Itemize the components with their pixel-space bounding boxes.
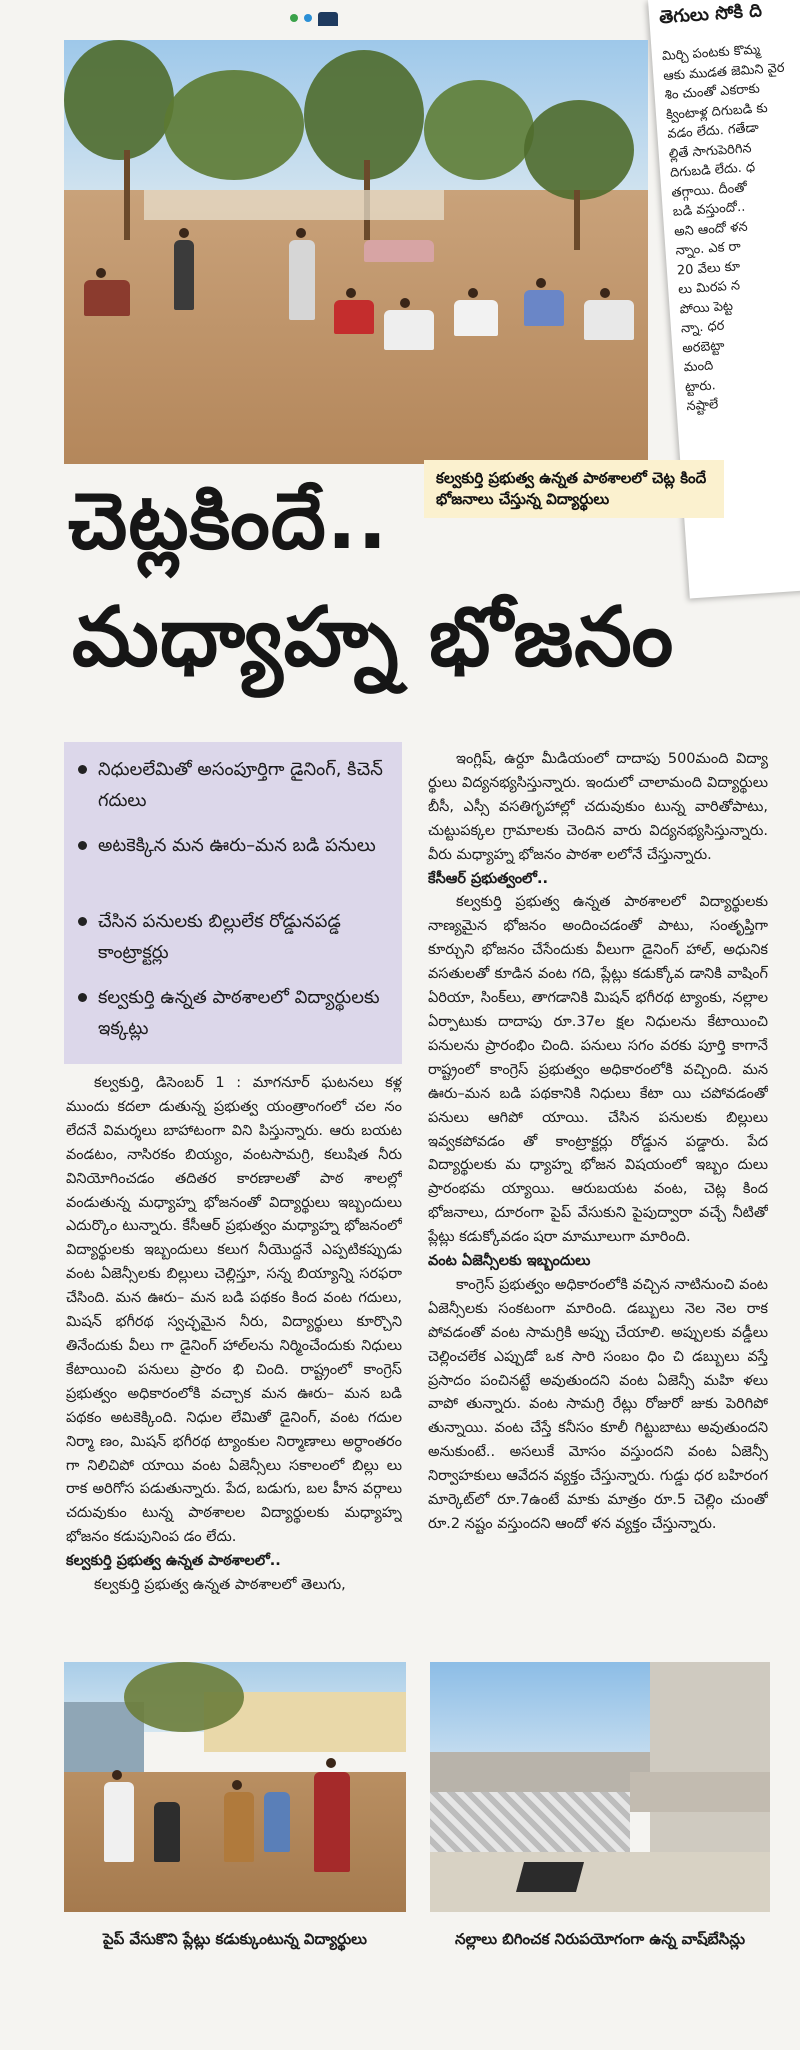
article-subheading: కేసీఆర్ ప్రభుత్వంలో.. [428, 870, 548, 887]
headline-line-1: చెట్లకిందే.. [68, 477, 389, 567]
top-photo-caption: కల్వకుర్తి ప్రభుత్వ ఉన్నత పాఠశాలలో చెట్ల కిందే భోజనాలు చేస్తున్న విద్యార్థులు [424, 460, 724, 518]
side-article-line: పోయి పెట్ట [679, 298, 734, 318]
side-article-line: మంది [683, 358, 714, 376]
highlight-item: అటకెక్కిన మన ఊరు–మన బడి పనులు [78, 830, 396, 861]
article-subheading: వంట ఏజెన్సీలకు ఇబ్బందులు [428, 1253, 591, 1270]
side-article-line: 20 వేలు కూ [676, 258, 741, 279]
article-subheading: కల్వకుర్తి ప్రభుత్వ ఉన్నత పాఠశాలలో.. [66, 1553, 281, 1570]
newspaper-logo-icon [318, 12, 338, 26]
side-article-line: న్నాం. ఎక రా [675, 239, 742, 259]
photo-students-eating-under-trees [64, 40, 648, 464]
bullet-dot-icon [78, 841, 87, 850]
article-paragraph: కల్వకుర్తి, డిసెంబర్ 1 : మాగనూర్ ఘటనలు కళ్ల ముందు కదలా డుతున్న ప్రభుత్వ యంత్రాంగంలో చల నం లేదనే విమర్శలు బాహాటంగా విని పిస్తున్నారు. ఆరు బయట వండటం, నాసిరకం బియ్యం, వంటసామగ్రి, కలుషిత నీరు వినియోగించడం తదితర కారణాలతో పాఠ శాలల్లో వండుతున్న మధ్యాహ్న భోజనంతో విద్యార్థులు ఇబ్బందులు ఎదుర్కొం టున్నారు. కేసీఆర్ ప్రభుత్వం మధ్యాహ్న భోజనంలో విద్యార్థులకు ఇబ్బందులు కలుగ నీయొద్దనే ఎప్పటికప్పుడు వంట ఏజెన్సీలకు బిల్లులు చెల్లిస్తూ, సన్న బియ్యాన్ని సరఫరా చేసింది. మన ఊరు– మన బడి పథకం కింద వంట గదులు, మిషన్ భగీరథ స్వచ్ఛమైన నీరు, విద్యార్థులు కూర్చొని తినేందుకు వీలు గా డైనింగ్ హాల్‌లను నిర్మించేందుకు నిధులు కేటాయించి పనులు ప్రారం భి చింది. రాష్ట్రంలో కాంగ్రెస్ ప్రభుత్వం అధికారంలోకి వచ్చాక మన ఊరు– మన బడి పథకం అటకెక్కింది. నిధుల లేమితో డైనింగ్, వంట గదుల నిర్మా ణం, మిషన్ భగీరథ ట్యాంకుల నిర్మాణాలు అర్ధాంతరం గా నిలిచిపో యాయి వంట ఏజెన్సీలు సకాలంలో బిల్లు లు రాక అరిగోస పడుతున్నారు. పేద, బడుగు, బల హీన వర్గాలు చదువుకుం టున్న పాఠశాలల విద్యార్థులకు మధ్యాహ్న భోజనం కడుపునింప డం లేదు. [66, 1075, 402, 1546]
side-article-line: శిం చుంతో ఎకరాకు [664, 81, 761, 104]
side-article-line: ఆకు ముడత జెమిని వైర [662, 60, 785, 84]
article-paragraph: ఇంగ్లిష్, ఉర్దూ మీడియంలో దాదాపు 500మంది విద్యా ర్థులు విద్యనభ్యసిస్తున్నారు. ఇందులో చాలామంది విద్యార్థులు బీసీ, ఎస్సీ వసతిగృహాల్లో చదువుకుం టున్న వారితోపాటు, చుట్టుపక్కల గ్రామాలకు చెందిన వారు విద్యనభ్యసిస్తున్నారు. వీరు మధ్యాహ్న భోజనం పాఠశా లలోనే చేస్తున్నారు. [428, 751, 768, 863]
article-column-2 [428, 748, 768, 1624]
side-article-line: బడి వస్తుందో.. [672, 199, 746, 220]
article-paragraph: కల్వకుర్తి ప్రభుత్వ ఉన్నత పాఠశాలలో విద్యార్థులకు నాణ్యమైన భోజనం అందించడంతో పాటు, సంతృప్తిగా కూర్చుని భోజనం చేసేందుకు వీలుగా డైనింగ్ హాల్, అధునిక వసతులతో కూడిన వంట గది, ప్లేట్లు కడుక్కోవ డానికి వాషింగ్ ఏరియా, సింక్‌లు, తాగడానికి మిషన్ భగీరథ ట్యాంకు, నల్లాల ఏర్పాటుకు దాదాపు రూ.37ల క్షల నిధులను కేటాయించి పనులను ప్రారంభిం చింది. పనులు సగం వరకు పూర్తి కాగానే రాష్ట్రంలో కాంగ్రెస్ ప్రభుత్వం అధికారంలోకి వచ్చింది. మన ఊరు–మన బడి పథకానికి నిధులు కేటా యి చపోవడంతో పనులు ఆగిపో యాయి. చేసిన పనులకు బిల్లులు ఇవ్వకపోవడం తో కాంట్రాక్టర్లు రోడ్డున పడ్డారు. పేద విద్యార్థులకు మ ధ్యాహ్న భోజన విషయంలో ఇబ్బం దులు ప్రారంభమ య్యాయి. ఆరుబయట వంట, చెట్ల కింద భోజనాలు, దూరంగా పైప్ వేసుకుని పైపుద్వారా వచ్చే నీటితో ప్లేట్లు కడుక్కోవడం షరా మామూలుగా మారింది. [428, 894, 768, 1246]
side-article-line: మిర్చి పంటకు కొమ్మ [661, 42, 761, 65]
bottom-left-photo-caption: పైప్ వేసుకొని ప్లేట్లు కడుక్కుంటున్న విద్యార్థులు [103, 1930, 367, 1948]
photo-students-washing-plates [64, 1662, 406, 1912]
side-article-line: దిగుబడి లేదు. ధ [669, 159, 756, 181]
side-article-line: అరబెట్టా [681, 338, 725, 356]
headline-line-2: మధ్యాహ్న భోజనం [72, 590, 675, 685]
bullet-dot-icon [78, 917, 87, 926]
side-article-line: ట్టారు. [684, 377, 717, 395]
decor-dot [290, 14, 298, 22]
side-article-title: తెగులు సోకి ది [658, 0, 763, 29]
highlight-item: కల్వకుర్తి ఉన్నత పాఠశాలలో విద్యార్థులకు ఇక్కట్లు [78, 982, 396, 1044]
side-article-line: తగ్గాయి. దీంతో [670, 180, 748, 201]
highlights-box [64, 742, 402, 1064]
side-article-line: నష్టాలే [685, 397, 719, 415]
highlight-item: నిధులలేమితో అసంపూర్తిగా డైనింగ్, కిచెన్ గదులు [78, 754, 396, 816]
side-article-line: వడం లేదు. గతేడా [666, 120, 760, 142]
side-article-line: ల్లితే సాగుపెరిగిన [668, 140, 753, 162]
side-article-line: లు మిరప న [677, 278, 741, 298]
side-article-text [661, 37, 800, 417]
article-paragraph: కల్వకుర్తి ప్రభుత్వ ఉన్నత పాఠశాలలో తెలుగు, [94, 1577, 346, 1594]
article-column-1 [66, 1072, 402, 1650]
side-article-line: అని ఆందో ళన [673, 219, 749, 240]
side-article-line: న్నా. ధర [680, 318, 725, 337]
highlight-item: చేసిన పనులకు బిల్లులేక రోడ్డునపడ్డ కాంట్రాక్టర్లు [78, 906, 396, 968]
decor-dot [304, 14, 312, 22]
photo-unused-washbasins [430, 1662, 770, 1912]
article-paragraph: కాంగ్రెస్ ప్రభుత్వం అధికారంలోకి వచ్చిన నాటినుంచి వంట ఏజెన్సీలకు సంకటంగా మారింది. డబ్బులు నెల నెల రాక పోవడంతో వంట సామగ్రికి అప్పు చేయాలి. అప్పులకు వడ్డీలు చెల్లించలేక ఎప్పుడో ఒక సారి సంబం ధిం చి డబ్బులు వస్తే ప్రసాదం పంచినట్టే అవుతుందని వంట ఏజెన్సీ మహి ళలు వాపో తున్నారు. వంట సామగ్రి రేట్లు రోజురో జుకు పెరిగిపో తున్నాయి. వంట చేస్తే కనీసం కూలీ గిట్టుబాటు అవుతుందని అనుకుంటే.. అసలుకే మోసం వస్తుందని వంట ఏజెన్సీ నిర్వాహకులు ఆవేదన వ్యక్తం చేస్తున్నారు. గుడ్డు ధర బహిరంగ మార్కెట్‌లో రూ.7ఉంటే మాకు మాత్రం రూ.5 చెల్లిం చుంతో రూ.2 నష్టం వస్తుందని ఆందో ళన వ్యక్తం చేస్తున్నారు. [428, 1276, 768, 1532]
bullet-dot-icon [78, 993, 87, 1002]
side-article-line: క్వింటాళ్ల దిగుబడి కు [665, 100, 769, 123]
bottom-right-photo-caption: నల్లాలు బిగించక నిరుపయోగంగా ఉన్న వాష్‌బేసిన్లు [454, 1930, 746, 1948]
bullet-dot-icon [78, 765, 87, 774]
